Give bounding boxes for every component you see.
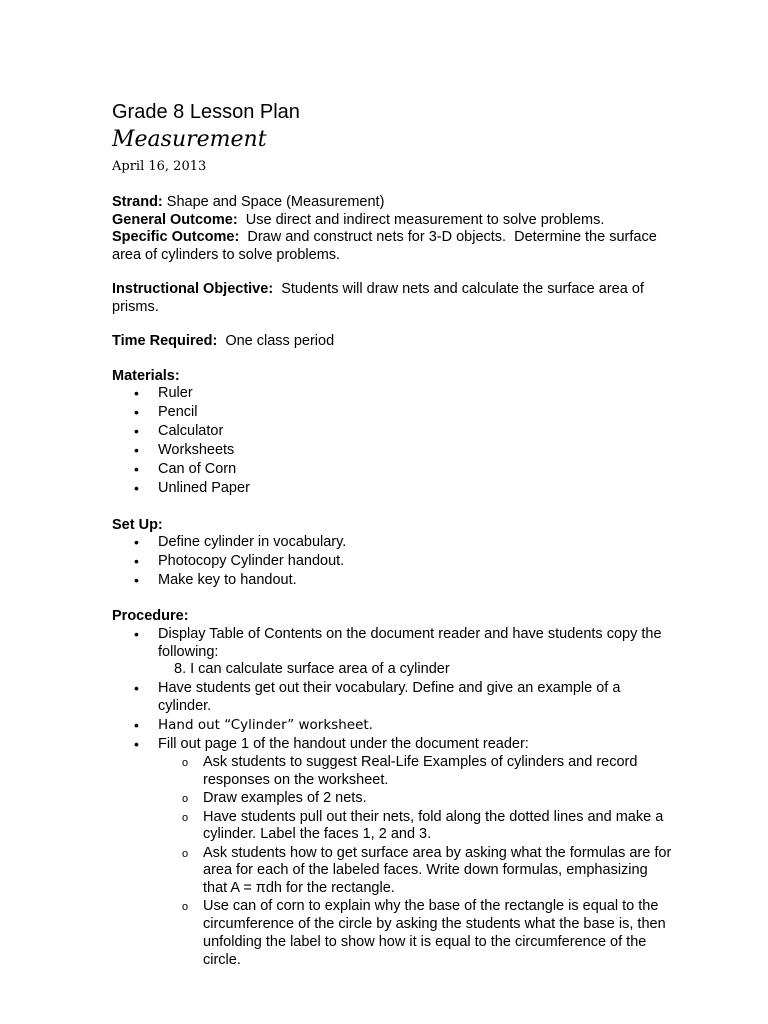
materials-label: Materials: [112, 367, 180, 384]
time-required-line [112, 333, 672, 351]
list-item: • Can of Corn [112, 461, 672, 479]
list-item: • Ruler [112, 385, 672, 403]
lesson-plan-content [112, 100, 672, 971]
procedure-step-text: Display Table of Contents on the document reader and have students copy the following: [158, 625, 662, 660]
list-item [112, 717, 672, 735]
spacer [112, 176, 672, 194]
time-required-text: One class period [217, 333, 335, 349]
general-outcome-label: General Outcome: [112, 211, 238, 228]
document-title: Grade 8 Lesson Plan [112, 101, 300, 123]
procedure-heading [112, 608, 672, 626]
list-item: • Worksheets [112, 442, 672, 460]
list-item: • Calculator [112, 423, 672, 441]
setup-list [112, 534, 672, 590]
procedure-sub-list [158, 754, 672, 969]
specific-outcome-label: Specific Outcome: [112, 229, 240, 245]
strand-text: Shape and Space (Measurement) [162, 194, 385, 210]
materials-heading [112, 368, 672, 386]
list-item: • Unlined Paper [112, 480, 672, 498]
list-item: • Define cylinder in vocabulary. [112, 534, 672, 552]
spacer [112, 500, 672, 517]
list-item: • Pencil [112, 404, 672, 422]
setup-heading [112, 517, 672, 535]
strand-label: Strand: [112, 194, 163, 210]
procedure-step-text: Hand out “Cylinder” worksheet. [158, 717, 373, 734]
spacer [112, 316, 672, 333]
sub-list-item: o Use can of corn to explain why the base of the rectangle is equal to the circumference of the circle by asking the students what the base is, then unfolding the label to show how it is equal to the circumference of the circle. [158, 898, 672, 969]
materials-list [112, 385, 672, 498]
list-item: • Photocopy Cylinder handout. [112, 553, 672, 571]
sub-list-item: o Draw examples of 2 nets. [158, 790, 672, 808]
instructional-objective-label: Instructional Objective: [112, 281, 274, 297]
general-outcome-line [112, 212, 672, 230]
instructional-objective-text: Students will draw nets and calculate the surface area of prisms. [112, 281, 648, 315]
sub-list-item: o Ask students to suggest Real-Life Examples of cylinders and record responses on the worksheet. [158, 754, 672, 790]
instructional-objective-line [112, 281, 672, 316]
time-required-label: Time Required: [112, 333, 218, 349]
strand-line [112, 194, 672, 212]
procedure-step-text: Fill out page 1 of the handout under the document reader: [158, 736, 529, 753]
general-outcome-text: Use direct and indirect measurement to solve problems. [237, 211, 605, 228]
document-date: April 16, 2013 [112, 159, 207, 174]
spacer [112, 591, 672, 608]
sub-list-item: o Ask students how to get surface area by asking what the formulas are for area for each of the labeled faces. Write down formulas, emphasizing that A = πdh for the rectangle. [158, 845, 672, 898]
table-of-contents-entry: 8. I can calculate surface area of a cylinder [174, 661, 450, 678]
list-item: • Make key to handout. [112, 572, 672, 590]
specific-outcome-line [112, 229, 672, 264]
spacer [112, 351, 672, 368]
procedure-label: Procedure: [112, 608, 189, 625]
list-item [112, 736, 672, 969]
sub-list-item: o Have students pull out their nets, fold along the dotted lines and make a cylinder. Label the faces 1, 2 and 3. [158, 809, 672, 845]
procedure-list [112, 626, 672, 970]
setup-label: Set Up: [112, 516, 163, 533]
document-subtitle: Measurement [112, 127, 267, 152]
spacer [112, 264, 672, 281]
specific-outcome-text: Draw and construct nets for 3-D objects. Determine the surface area of cylinders to solve problems. [112, 229, 661, 263]
list-item: • Have students get out their vocabulary. Define and give an example of a cylinder. [112, 680, 672, 716]
list-item [112, 626, 672, 679]
